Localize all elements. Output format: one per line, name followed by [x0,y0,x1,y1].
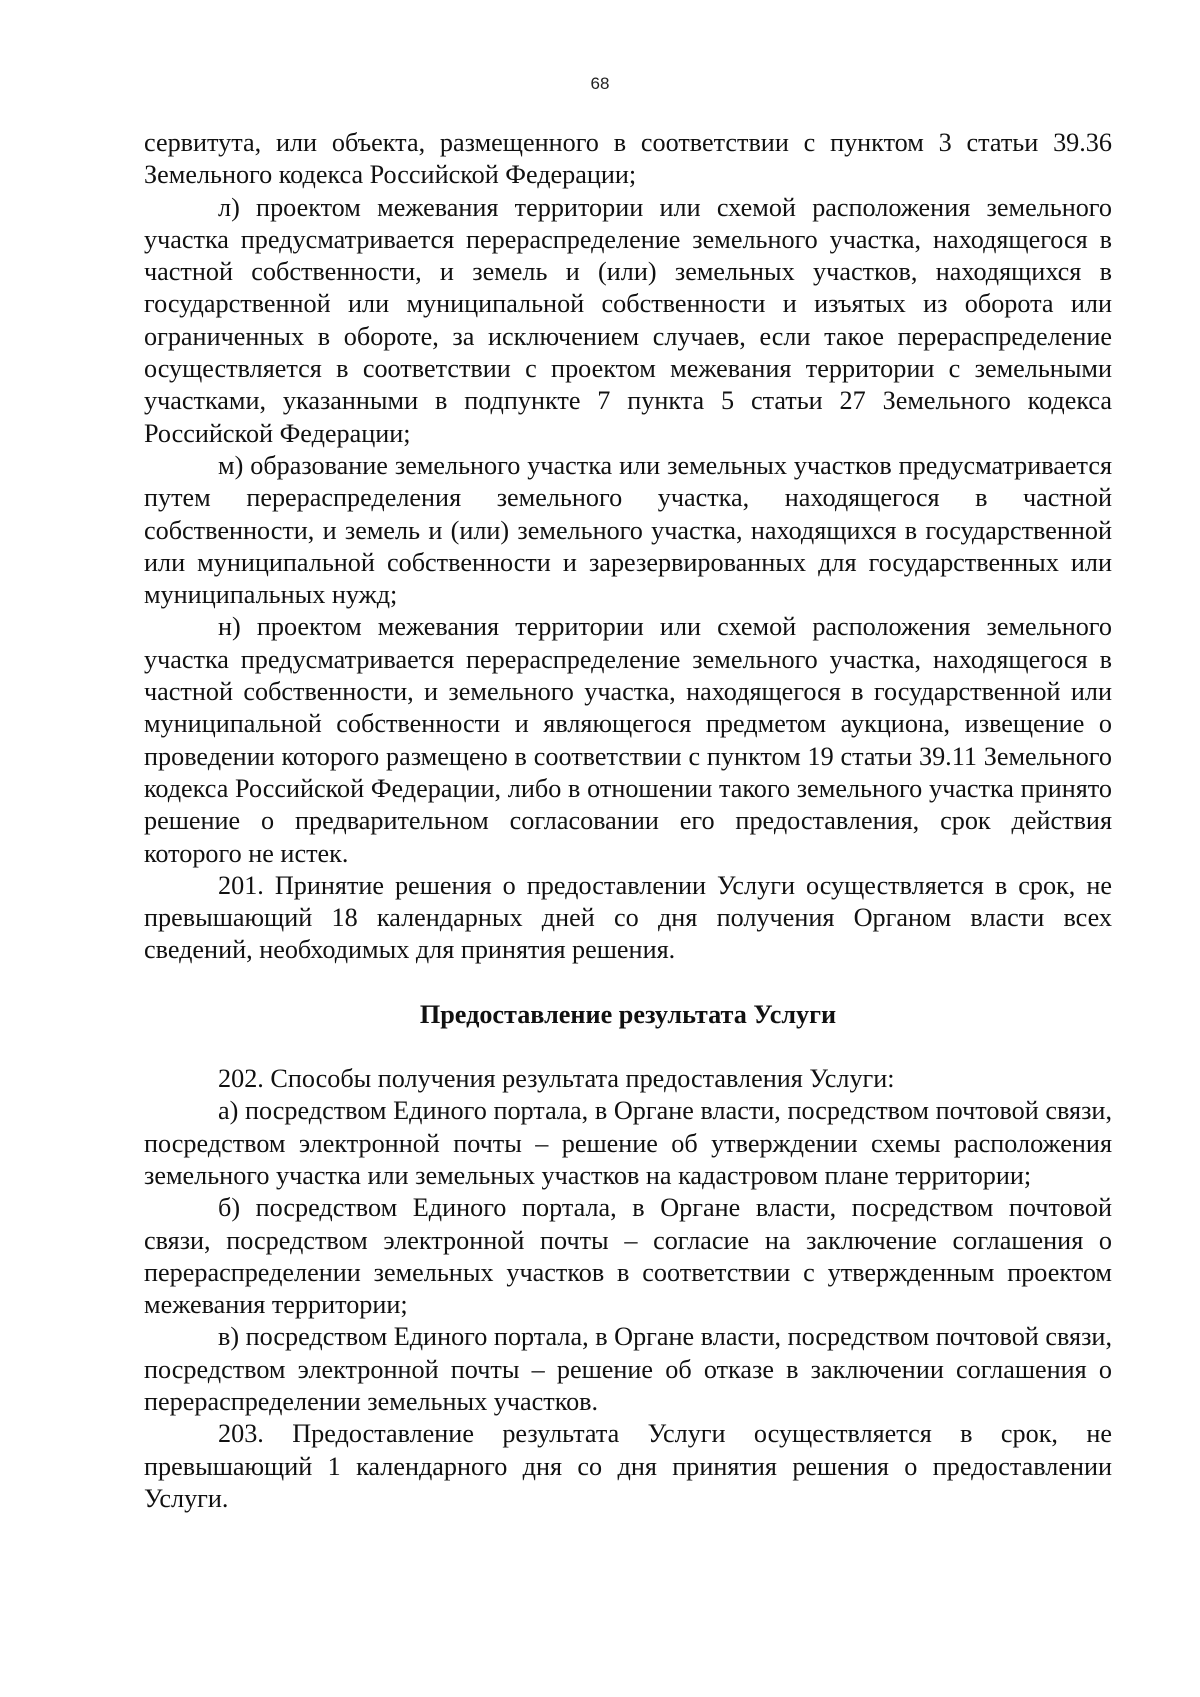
paragraph-item-l: л) проектом межевания территории или схемой расположения земельного участка предусматривается перераспределение земельного участка, находящегося в частной собственности, и земель и (или) земельных участков, находящихся в государственной или муниципальной собственности и изъятых из оборота или ограниченных в обороте, за исключением случаев, если такое перераспределение осуществляется в соответствии с проектом межевания территории с земельными участками, указанными в подпункте 7 пункта 5 статьи 27 Земельного кодекса Российской Федерации; [144,192,1112,448]
paragraph-201: 201. Принятие решения о предоставлении Услуги осуществляется в срок, не превышающий 18 календарных дней со дня получения Органом власти всех сведений, необходимых для принятия решения. [144,870,1112,965]
page-number: 68 [590,74,610,93]
paragraph-203: 203. Предоставление результата Услуги осуществляется в срок, не превышающий 1 календарного дня со дня принятия решения о предоставлении Услуги. [144,1419,1112,1513]
section-heading: Предоставление результата Услуги [419,999,837,1029]
paragraph-item-n: н) проектом межевания территории или схемой расположения земельного участка предусматривается перераспределение земельного участка, находящегося в частной собственности, и земельного участка, находящегося в государственной или муниципальной собственности и являющегося предметом аукциона, извещение о проведении которого размещено в соответствии с пунктом 19 статьи 39.11 Земельного кодекса Российской Федерации, либо в отношении такого земельного участка принято решение о предварительном согласовании его предоставления, срок действия которого не истек. [144,612,1112,868]
paragraph-202-b: б) посредством Единого портала, в Органе власти, посредством почтовой связи, посредством электронной почты – согласие на заключение соглашения о перераспределении земельных участков в соответствии с утвержденным проектом межевания территории; [144,1193,1112,1320]
paragraph-continuation: сервитута, или объекта, размещенного в соответствии с пунктом 3 статьи 39.36 Земельного кодекса Российской Федерации; [144,128,1112,190]
document-body [144,127,1112,1515]
paragraph-item-m: м) образование земельного участка или земельных участков предусматривается путем перераспределения земельного участка, находящегося в частной собственности, и земель и (или) земельного участка, находящихся в государственной или муниципальной собственности и зарезервированных для государственных или муниципальных нужд; [144,450,1112,610]
paragraph-202-v: в) посредством Единого портала, в Органе власти, посредством почтовой связи, посредством электронной почты – решение об отказе в заключении соглашения о перераспределении земельных участков. [144,1322,1112,1416]
paragraph-202: 202. Способы получения результата предоставления Услуги: [218,1064,895,1094]
paragraph-202-a: а) посредством Единого портала, в Органе власти, посредством почтовой связи, посредством электронной почты – решение об утверждении схемы расположения земельного участка или земельных участков на кадастровом плане территории; [144,1096,1112,1190]
